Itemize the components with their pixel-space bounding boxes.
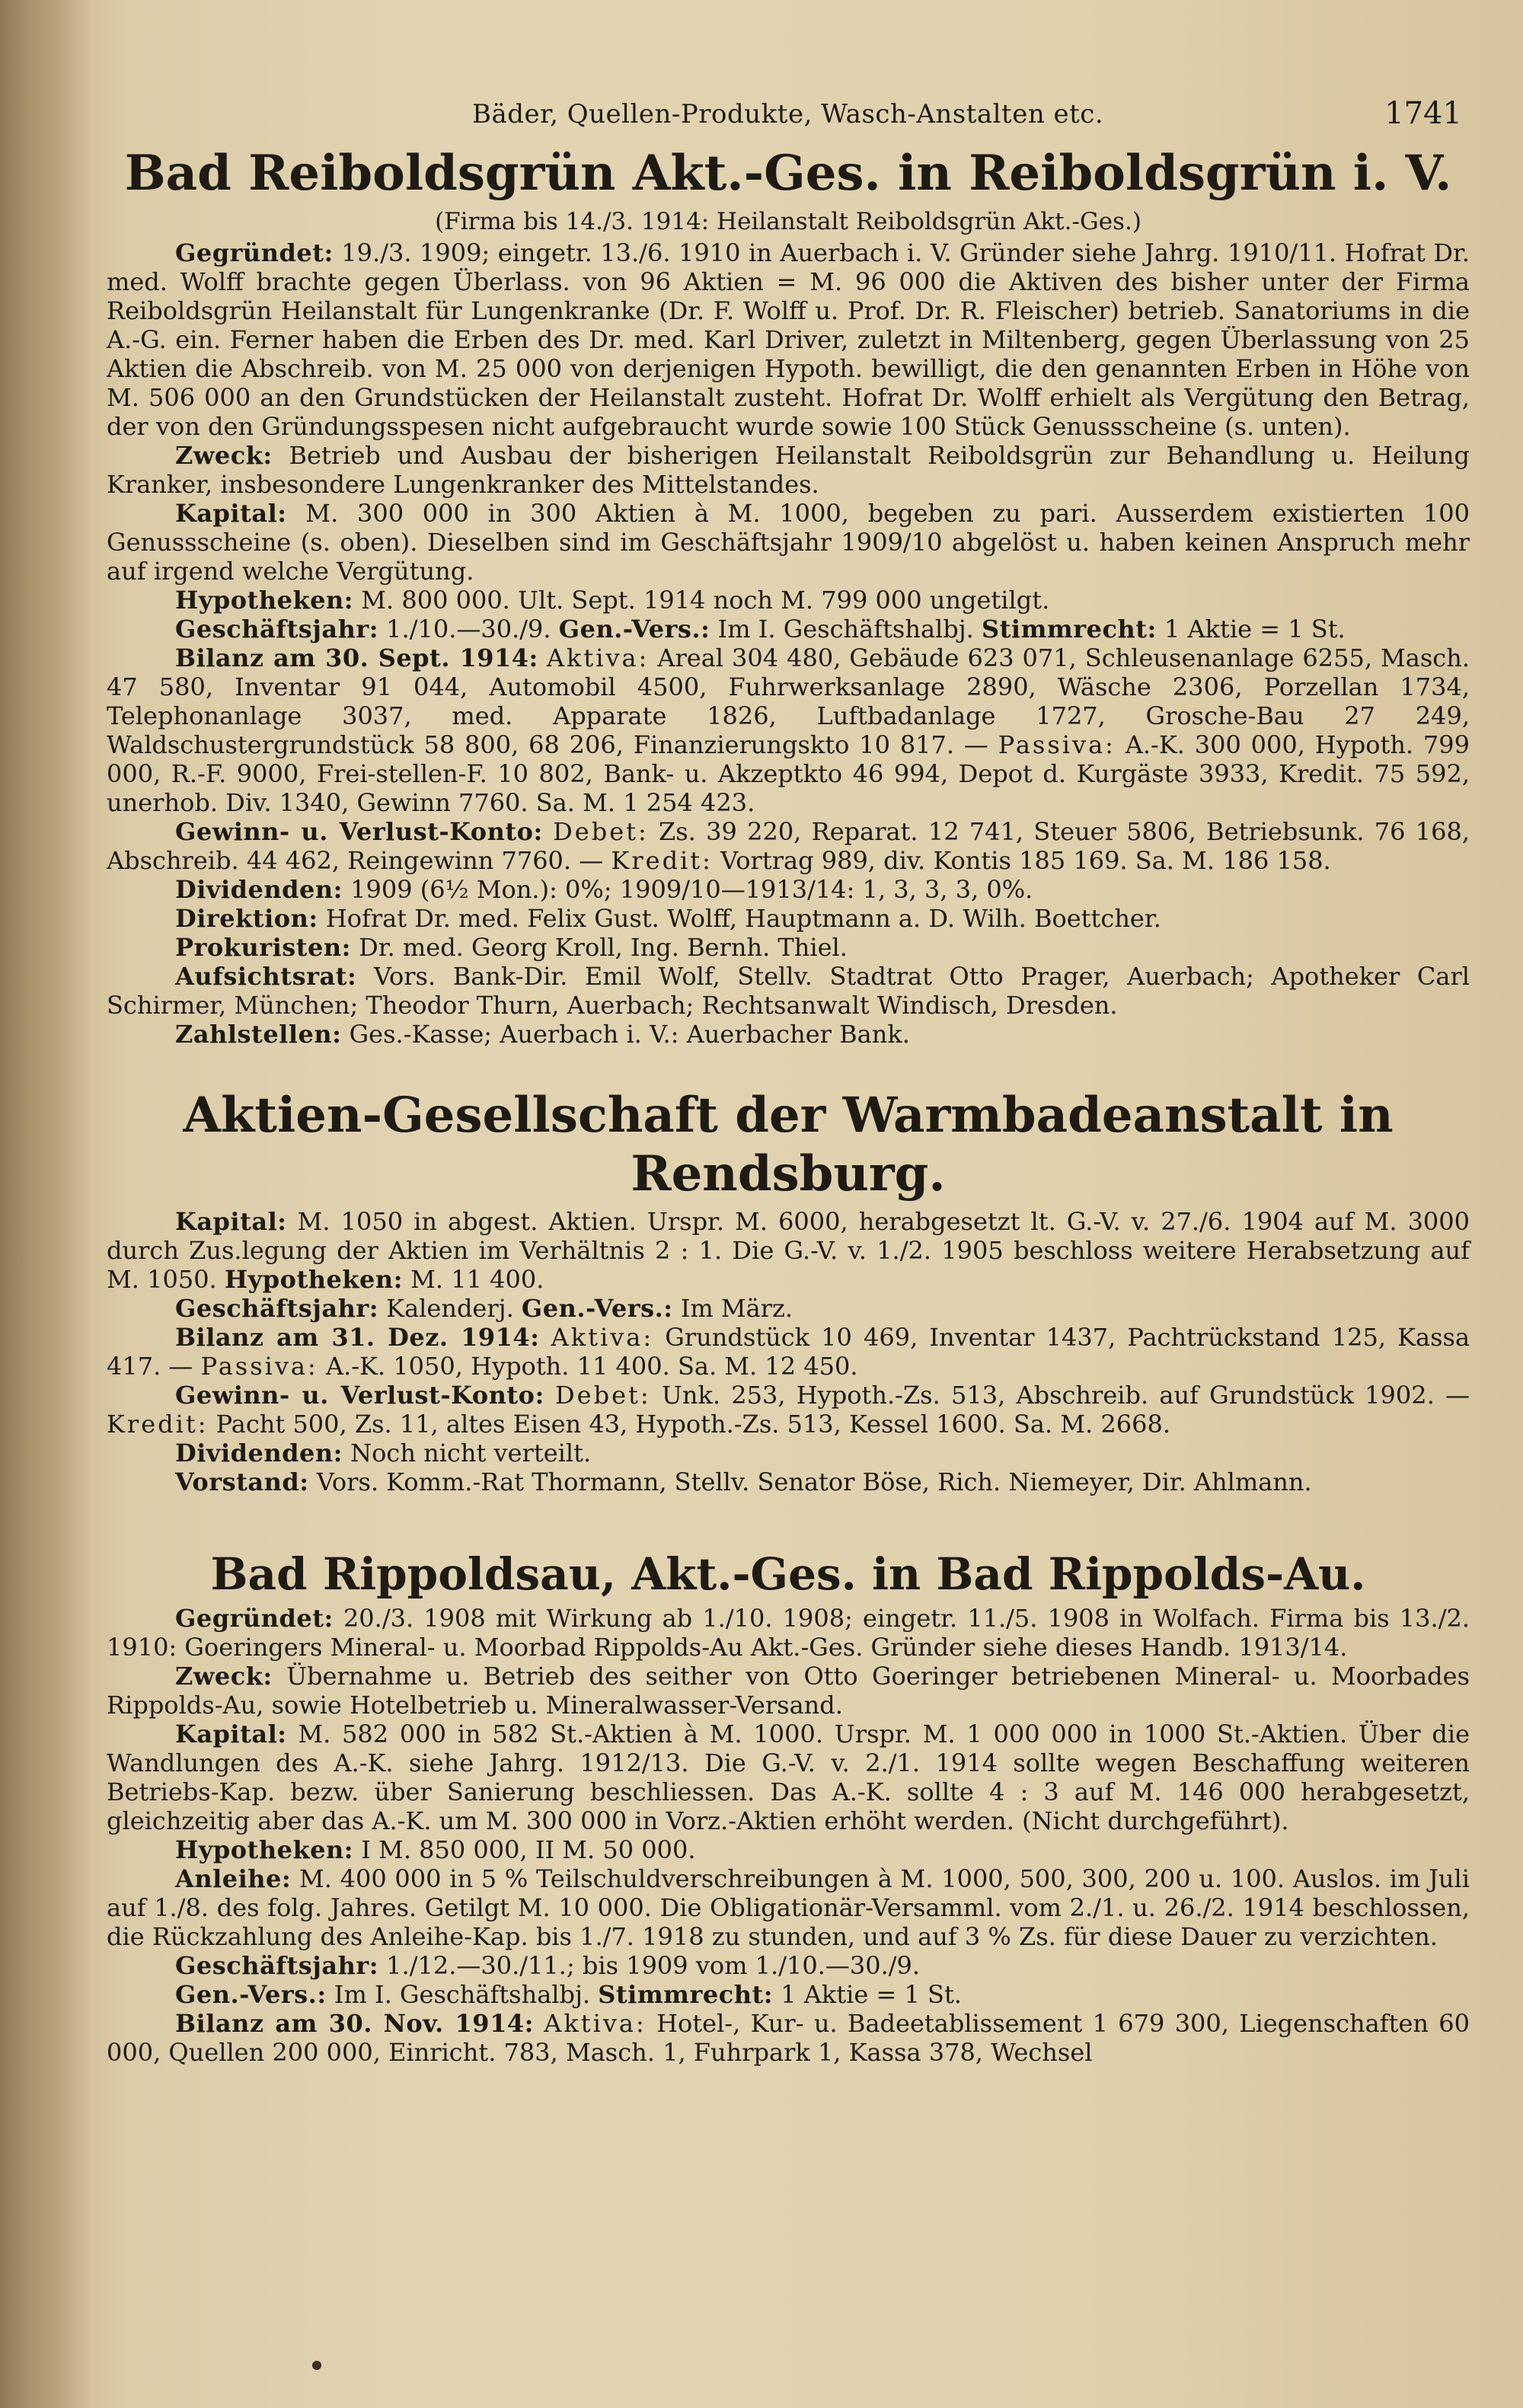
- label-voting-right: Stimmrecht:: [598, 1980, 774, 2010]
- paragraph-fiscal-year: [107, 1951, 1470, 1980]
- paragraph-loan: [107, 1864, 1470, 1951]
- section-spacer: [107, 1070, 1470, 1087]
- label-assets: Aktiva:: [544, 2009, 647, 2039]
- text-liabilities: A.-K. 300 000, Hypoth. 799 000, R.-F. 9000, Frei-stellen-F. 10 802, Bank- u. Akzeptkto 46 994, Depot d. Kurgäste 3933, Kredit. 75 592, unerhob. Div. 1340, Gewinn 7760. Sa. M. 1 254 423.: [107, 730, 1470, 818]
- firm-note: (Firma bis 14./3. 1914: Heilanstalt Reiboldsgrün Akt.-Ges.): [435, 207, 1141, 235]
- book-spine-shadow: [0, 0, 91, 2408]
- text-mortgages: I M. 850 000, II M. 50 000.: [353, 1835, 696, 1865]
- text-assets: Grundstück 10 469, Inventar 1437, Pachtrückstand 125, Kassa 417. —: [107, 1322, 1470, 1381]
- paragraph-proxies: [107, 933, 1470, 962]
- label-profit-loss: Gewinn- u. Verlust-Konto:: [175, 1380, 544, 1410]
- running-head: [107, 91, 1470, 145]
- running-title: Bäder, Quellen-Produkte, Wasch-Anstalten etc.: [472, 99, 1104, 129]
- paragraph-board: [107, 1467, 1470, 1496]
- label-capital: Kapital:: [175, 1206, 287, 1236]
- label-management: Direktion:: [175, 904, 318, 934]
- paragraph-management: [107, 904, 1470, 933]
- label-balance: Bilanz am 30. Nov. 1914:: [175, 2009, 534, 2039]
- paragraph-dividends: [107, 875, 1470, 904]
- text-voting-right: 1 Aktie = 1 St.: [1156, 615, 1346, 644]
- text-debit: Unk. 253, Hypoth.-Zs. 513, Abschreib. auf Grundstück 1902. —: [650, 1380, 1470, 1410]
- text-purpose: Übernahme u. Betrieb des seither von Otto Goeringer betriebenen Mineral- u. Moorbades Rippolds-Au, sowie Hotelbetrieb u. Mineralwasser-Versand.: [107, 1662, 1470, 1720]
- text-mortgages: M. 11 400.: [402, 1264, 544, 1294]
- label-debit: Debet:: [555, 1380, 651, 1410]
- text-debit: Zs. 39 220, Reparat. 12 741, Steuer 5806, Betriebsunk. 76 168, Abschreib. 44 462, Reingewinn 7760. —: [107, 817, 1470, 876]
- label-dividends: Dividenden:: [175, 1438, 343, 1467]
- label-balance: Bilanz am 31. Dez. 1914:: [175, 1322, 540, 1352]
- text-assets: Hotel-, Kur- u. Badeetablissement 1 679 300, Liegenschaften 60 000, Quellen 200 000, Einricht. 783, Masch. 1, Fuhrpark 1, Kassa 378, Wechsel: [107, 2009, 1470, 2068]
- company-entry-rippoldsau: [107, 1548, 1470, 2068]
- label-balance: Bilanz am 30. Sept. 1914:: [175, 644, 538, 673]
- paragraph-capital: [107, 499, 1470, 586]
- label-mortgages: Hypotheken:: [224, 1264, 403, 1294]
- text-balance-gap: [539, 1323, 551, 1352]
- paragraph-profit-loss: [107, 817, 1470, 875]
- text-liabilities: A.-K. 1050, Hypoth. 11 400. Sa. M. 12 450.: [318, 1351, 858, 1381]
- paragraph-founded: [107, 1604, 1470, 1662]
- paragraph-balance: [107, 1323, 1470, 1381]
- text-dividends: Noch nicht verteilt.: [342, 1438, 592, 1467]
- label-mortgages: Hypotheken:: [175, 1835, 354, 1865]
- company-title: Bad Reiboldsgrün Akt.-Ges. in Reiboldsgrün i. V.: [124, 145, 1452, 202]
- page-number: 1741: [1384, 96, 1462, 131]
- label-credit: Kredit:: [107, 1409, 209, 1439]
- label-liabilities: Passiva:: [200, 1351, 318, 1381]
- paragraph-profit-loss: [107, 1381, 1470, 1439]
- paragraph-purpose: [107, 1662, 1470, 1720]
- text-credit: Pacht 500, Zs. 11, altes Eisen 43, Hypoth.-Zs. 513, Kessel 1600. Sa. M. 2668.: [208, 1409, 1171, 1439]
- ink-dot: [312, 2361, 321, 2370]
- paragraph-fiscal-year: [107, 615, 1470, 644]
- label-proxies: Prokuristen:: [175, 933, 351, 963]
- company-title: Bad Rippoldsau, Akt.-Ges. in Bad Rippolds-Au.: [210, 1547, 1366, 1600]
- paragraph-founded: [107, 238, 1470, 441]
- label-general-meeting: Gen.-Vers.:: [175, 1980, 327, 2010]
- company-entry-rendsburg: [107, 1087, 1470, 1496]
- label-debit: Debet:: [553, 817, 649, 847]
- text-general-meeting: Im März.: [672, 1293, 793, 1323]
- company-entry-reiboldsgruen: [107, 145, 1470, 1049]
- label-supervisory-board: Aufsichtsrat:: [175, 962, 357, 992]
- section-spacer: [107, 1518, 1470, 1548]
- text-proxies: Dr. med. Georg Kroll, Ing. Bernh. Thiel.: [350, 933, 848, 963]
- company-title: Aktien-Gesellschaft der Warmbadeanstalt in Rendsburg.: [183, 1087, 1394, 1202]
- text-fiscal-year: 1./10.—30./9.: [378, 615, 559, 644]
- label-credit: Kredit:: [611, 846, 713, 876]
- label-paying-agents: Zahlstellen:: [175, 1020, 342, 1049]
- text-capital: M. 300 000 in 300 Aktien à M. 1000, begeben zu pari. Ausserdem existierten 100 Genussscheine (s. oben). Dieselben sind im Geschäftsjahr 1909/10 abgelöst u. haben keinen Anspruch mehr auf irgend welche Vergütung.: [107, 499, 1470, 586]
- page-content: [107, 91, 1470, 2088]
- text-general-meeting: Im I. Geschäftshalbj.: [326, 1980, 599, 2010]
- text-purpose: Betrieb und Ausbau der bisherigen Heilanstalt Reiboldsgrün zur Behandlung u. Heilung Kranker, insbesondere Lungenkranker des Mittelstandes.: [107, 441, 1470, 500]
- text-founded: 20./3. 1908 mit Wirkung ab 1./10. 1908; eingetr. 11./5. 1908 in Wolfach. Firma bis 13./2. 1910: Goeringers Mineral- u. Moorbad Rippolds-Au Akt.-Ges. Gründer siehe dieses Handb. 1913/14.: [107, 1604, 1470, 1662]
- label-voting-right: Stimmrecht:: [982, 615, 1157, 644]
- label-profit-loss: Gewinn- u. Verlust-Konto:: [175, 817, 543, 847]
- text-loan: M. 400 000 in 5 % Teilschuldverschreibungen à M. 1000, 500, 300, 200 u. 100. Auslos. im Juli auf 1./8. des folg. Jahres. Getilgt M. 10 000. Die Obligationär-Versamml. vom 2./1. u. 26./2. 1914 beschlossen, die Rückzahlung des Anleihe-Kap. bis 1./7. 1918 zu stunden, und auf 3 % Zs. für diese Dauer zu verzichten.: [107, 1864, 1470, 1952]
- text-voting-right: 1 Aktie = 1 St.: [773, 1980, 962, 2010]
- text-profit-loss-gap: [544, 1381, 555, 1410]
- label-fiscal-year: Geschäftsjahr:: [175, 1293, 378, 1323]
- paragraph-capital: [107, 1720, 1470, 1835]
- text-management: Hofrat Dr. med. Felix Gust. Wolff, Hauptmann a. D. Wilh. Boettcher.: [318, 904, 1161, 934]
- paragraph-balance: [107, 2009, 1470, 2067]
- paragraph-mortgages: [107, 1835, 1470, 1864]
- label-founded: Gegründet:: [175, 238, 334, 268]
- label-assets: Aktiva:: [546, 644, 650, 673]
- label-fiscal-year: Geschäftsjahr:: [175, 615, 378, 644]
- label-fiscal-year: Geschäftsjahr:: [175, 1951, 378, 1981]
- label-capital: Kapital:: [175, 499, 287, 529]
- label-capital: Kapital:: [175, 1720, 287, 1749]
- text-board: Vors. Komm.-Rat Thormann, Stellv. Senator Böse, Rich. Niemeyer, Dir. Ahlmann.: [308, 1467, 1312, 1496]
- label-dividends: Dividenden:: [175, 875, 343, 905]
- text-supervisory-board: Vors. Bank-Dir. Emil Wolf, Stellv. Stadtrat Otto Prager, Auerbach; Apotheker Carl Schirmer, München; Theodor Thurn, Auerbach; Rechtsanwalt Windisch, Dresden.: [107, 962, 1470, 1020]
- text-capital: M. 1050 in abgest. Aktien. Urspr. M. 6000, herabgesetzt lt. G.-V. v. 27./6. 1904 auf M. 3000 durch Zus.legung der Aktien im Verhältnis 2 : 1. Die G.-V. v. 1./2. 1905 beschloss weitere Herabsetzung auf M. 1050.: [107, 1206, 1470, 1294]
- label-purpose: Zweck:: [175, 441, 273, 471]
- paragraph-dividends: [107, 1439, 1470, 1467]
- label-assets: Aktiva:: [551, 1322, 654, 1352]
- paragraph-capital: [107, 1207, 1470, 1294]
- label-general-meeting: Gen.-Vers.:: [521, 1293, 673, 1323]
- text-fiscal-year: Kalenderj.: [378, 1293, 522, 1323]
- text-fiscal-year: 1./12.—30./11.; bis 1909 vom 1./10.—30./9.: [378, 1951, 921, 1981]
- text-founded: 19./3. 1909; eingetr. 13./6. 1910 in Auerbach i. V. Gründer siehe Jahrg. 1910/11. Hofrat Dr. med. Wolff brachte gegen Überlass. von 96 Aktien = M. 96 000 die Aktiven des bisher unter der Firma Reiboldsgrün Heilanstalt für Lungenkranke (Dr. F. Wolff u. Prof. Dr. R. Fleischer) betrieb. Sanatoriums in die A.-G. ein. Ferner haben die Erben des Dr. med. Karl Driver, zuletzt in Miltenberg, gegen Überlassung von 25 Aktien die Abschreib. von M. 25 000 von derjenigen Hypoth. bewilligt, die den genannten Erben in Höhe von M. 506 000 an den Grundstücken der Heilanstalt zusteht. Hofrat Dr. Wolff erhielt als Vergütung den Betrag, der von den Gründungsspesen nicht aufgebraucht wurde sowie 100 Stück Genussscheine (s. unten).: [107, 238, 1470, 442]
- paragraph-paying-agents: [107, 1020, 1470, 1049]
- label-board: Vorstand:: [175, 1467, 309, 1496]
- label-liabilities: Passiva:: [998, 730, 1116, 760]
- text-dividends: 1909 (6½ Mon.): 0%; 1909/10—1913/14: 1, 3, 3, 3, 0%.: [342, 875, 1033, 905]
- label-loan: Anleihe:: [175, 1864, 292, 1894]
- label-general-meeting: Gen.-Vers.:: [558, 615, 710, 644]
- text-mortgages: M. 800 000. Ult. Sept. 1914 noch M. 799 000 ungetilgt.: [353, 586, 1050, 615]
- paragraph-general-meeting: [107, 1980, 1470, 2009]
- paragraph-purpose: [107, 441, 1470, 499]
- text-credit: Vortrag 989, div. Kontis 185 169. Sa. M. 186 158.: [712, 846, 1331, 876]
- text-paying-agents: Ges.-Kasse; Auerbach i. V.: Auerbacher Bank.: [341, 1020, 910, 1049]
- paragraph-balance: [107, 644, 1470, 817]
- label-mortgages: Hypotheken:: [175, 586, 354, 615]
- text-profit-loss-gap: [543, 817, 553, 846]
- paragraph-mortgages: [107, 586, 1470, 615]
- text-capital: M. 582 000 in 582 St.-Aktien à M. 1000. Urspr. M. 1 000 000 in 1000 St.-Aktien. Über die Wandlungen des A.-K. siehe Jahrg. 1912/13. Die G.-V. v. 2./1. 1914 sollte wegen Beschaffung weiteren Betriebs-Kap. bezw. über Sanierung beschliessen. Das A.-K. sollte 4 : 3 auf M. 146 000 herabgesetzt, gleichzeitig aber das A.-K. um M. 300 000 in Vorz.-Aktien erhöht werden. (Nicht durchgeführt).: [107, 1720, 1470, 1836]
- label-purpose: Zweck:: [175, 1662, 273, 1691]
- text-balance-gap: [534, 2009, 544, 2038]
- text-balance-gap: [538, 644, 547, 672]
- paragraph-supervisory-board: [107, 962, 1470, 1020]
- paragraph-fiscal-year: [107, 1294, 1470, 1323]
- text-assets: Areal 304 480, Gebäude 623 071, Schleusenanlage 6255, Masch. 47 580, Inventar 91 044, Automobil 4500, Fuhrwerksanlage 2890, Wäsche 2306, Porzellan 1734, Telephonanlage 3037, med. Apparate 1826, Luftbadanlage 1727, Grosche-Bau 27 249, Waldschustergrundstück 58 800, 68 206, Finanzierungskto 10 817. —: [107, 644, 1470, 760]
- label-founded: Gegründet:: [175, 1604, 334, 1634]
- text-general-meeting: Im I. Geschäftshalbj.: [710, 615, 982, 644]
